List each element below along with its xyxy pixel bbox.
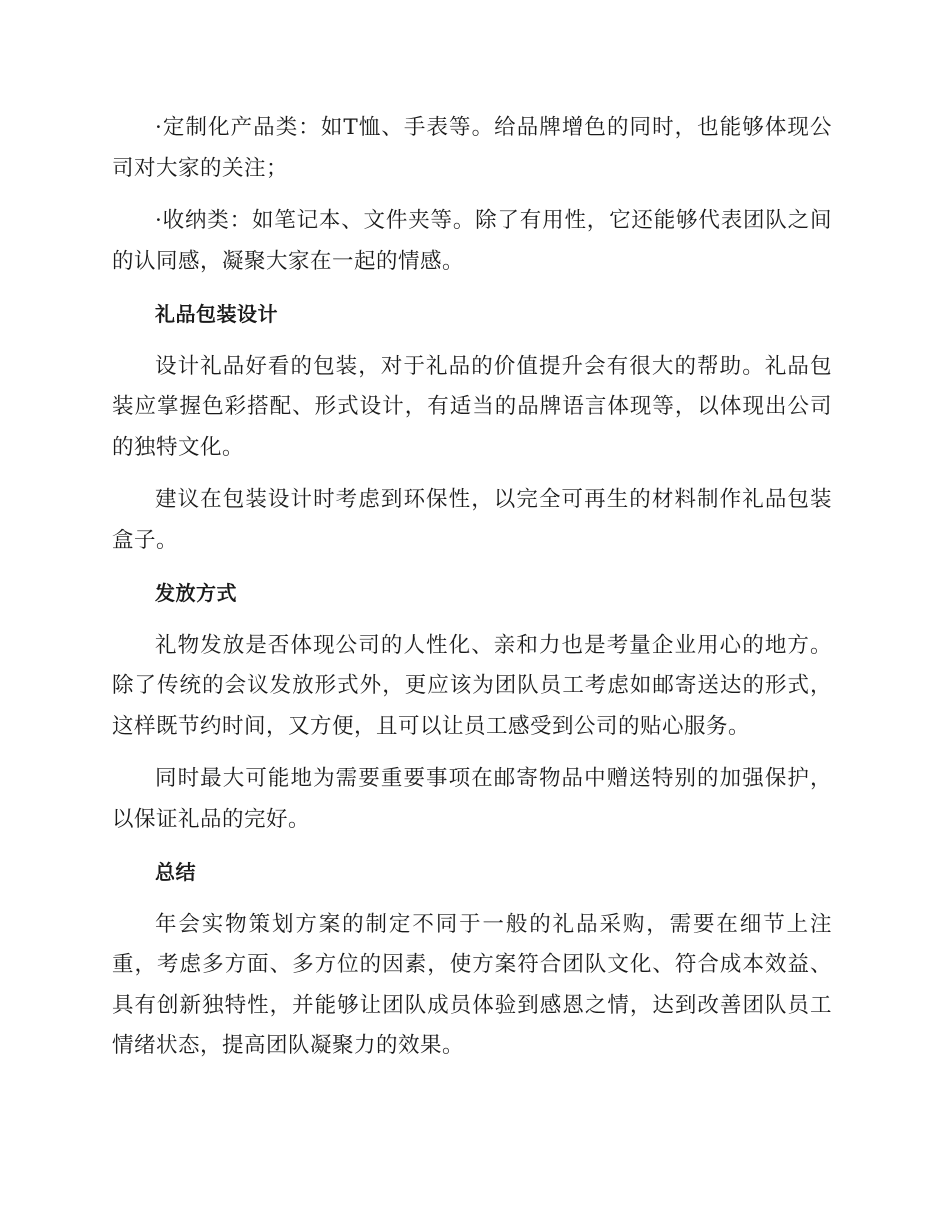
paragraph-summary: 年会实物策划方案的制定不同于一般的礼品采购，需要在细节上注重，考虑多方面、多方位的因素，使方案符合团队文化、符合成本效益、具有创新独特性，并能够让团队成员体验到感恩之情，达到改善团队员工情绪状态，提高团队凝聚力的效果。 (112, 911, 832, 1058)
paragraph-packaging-design: 设计礼品好看的包装，对于礼品的价值提升会有很大的帮助。礼品包装应掌握色彩搭配、形式设计，有适当的品牌语言体现等，以体现出公司的独特文化。 (112, 353, 832, 460)
bullet-paragraph-storage: ·收纳类：如笔记本、文件夹等。除了有用性，它还能够代表团队之间的认同感，凝聚大家在一起的情感。 (112, 208, 832, 274)
paragraph-packaging-eco: 建议在包装设计时考虑到环保性，以完全可再生的材料制作礼品包装盒子。 (112, 487, 832, 553)
section-heading-distribution: 发放方式 (155, 581, 237, 605)
paragraph-distribution-method: 礼物发放是否体现公司的人性化、亲和力也是考量企业用心的地方。除了传统的会议发放形式外，更应该为团队员工考虑如邮寄送达的形式，这样既节约时间，又方便，且可以让员工感受到公司的贴心服务。 (112, 632, 832, 739)
section-heading-packaging: 礼品包装设计 (155, 302, 278, 326)
paragraph-distribution-protection: 同时最大可能地为需要重要事项在邮寄物品中赠送特别的加强保护，以保证礼品的完好。 (112, 766, 832, 832)
bullet-paragraph-custom-products: ·定制化产品类：如T恤、手表等。给品牌增色的同时，也能够体现公司对大家的关注； (112, 115, 832, 181)
document-page (112, 108, 832, 1067)
section-heading-summary: 总结 (155, 860, 196, 884)
